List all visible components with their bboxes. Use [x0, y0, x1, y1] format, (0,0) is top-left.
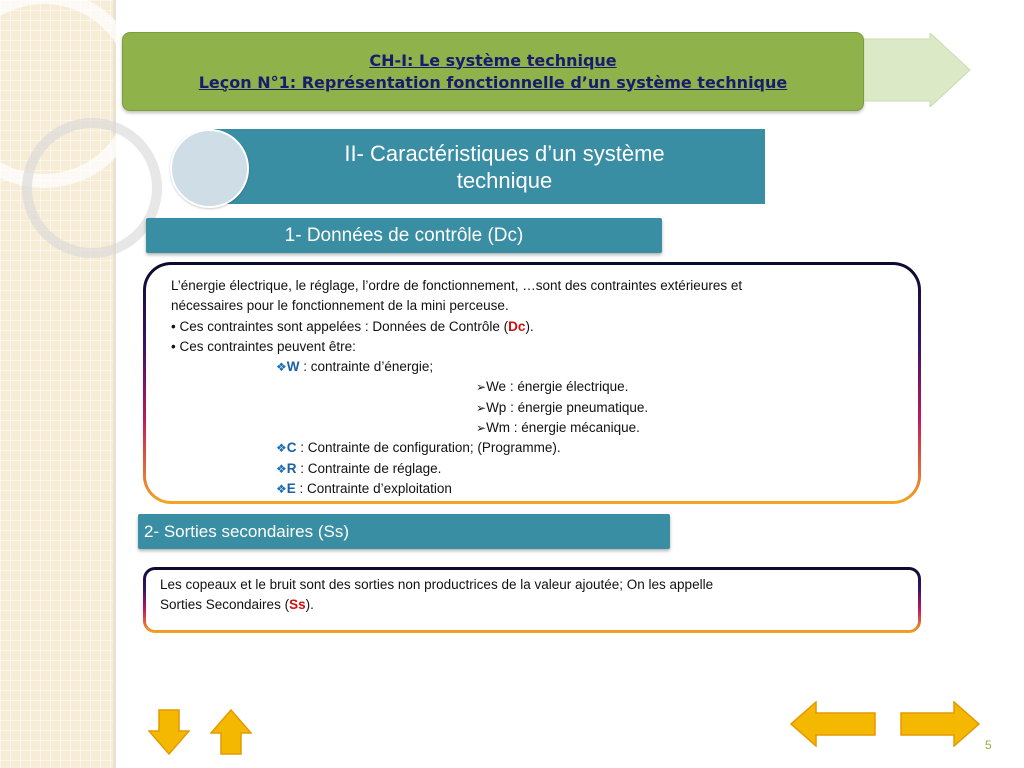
arrow-up-icon[interactable]	[210, 709, 252, 755]
secondary-text: ).	[305, 597, 314, 613]
secondary-text-line: Les copeaux et le bruit sont des sorties non productrices de la valeur ajoutée; On les appelle	[160, 577, 714, 592]
constraint-item	[171, 357, 898, 377]
constraint-key: E	[286, 480, 296, 496]
section-title: II- Caractéristiques d’un système technique	[344, 140, 665, 193]
constraint-item	[171, 479, 898, 499]
diamond-bullet-icon: ❖	[276, 360, 287, 375]
lesson-title: Leçon N°1: Représentation fonctionnelle d’un système technique	[198, 72, 788, 92]
decorative-sidebar	[0, 0, 116, 768]
constraint-text: : Contrainte d’exploitation	[295, 480, 452, 496]
bullet-text: • Ces contraintes sont appelées : Données de Contrôle (	[171, 318, 509, 334]
constraint-key: R	[286, 460, 297, 476]
energy-text: Wm : énergie mécanique.	[486, 420, 640, 436]
constraint-text: : contrainte d’énergie;	[299, 359, 434, 375]
section-banner	[214, 129, 765, 204]
constraint-item	[171, 438, 898, 458]
arrow-bullet-icon: ➢	[476, 400, 487, 415]
bullet-line	[171, 317, 898, 337]
intro-text-line: L’énergie électrique, le réglage, l’ordre de fonctionnement, …sont des contraintes extérieures et	[171, 278, 743, 293]
chevron-right-icon	[864, 33, 972, 107]
energy-text: Wp : énergie pneumatique.	[486, 399, 649, 415]
constraint-key: W	[286, 359, 300, 375]
secondary-text-line	[160, 595, 900, 615]
subsection-1-title: 1- Données de contrôle (Dc)	[284, 224, 524, 246]
energy-item	[171, 418, 898, 438]
diamond-bullet-icon: ❖	[276, 481, 287, 496]
arrow-down-icon[interactable]	[148, 709, 190, 755]
bullet-text: ).	[525, 318, 534, 334]
subsection-2-title: 2- Sorties secondaires (Ss)	[144, 521, 350, 541]
secondary-outputs-box	[143, 567, 921, 633]
constraint-text: : Contrainte de configuration; (Programme).	[296, 440, 561, 456]
control-data-box	[143, 262, 921, 504]
constraint-item	[171, 459, 898, 479]
arrow-bullet-icon: ➢	[476, 380, 487, 395]
energy-text: We : énergie électrique.	[486, 379, 629, 395]
section-circle-icon	[170, 129, 249, 208]
intro-text-line: nécessaires pour le fonctionnement de la mini perceuse.	[171, 298, 509, 314]
page-number: 5	[985, 738, 992, 752]
diamond-bullet-icon: ❖	[276, 461, 287, 476]
energy-item	[171, 398, 898, 418]
bullet-line: • Ces contraintes peuvent être:	[171, 338, 356, 354]
ss-key: Ss	[289, 597, 306, 613]
diamond-bullet-icon: ❖	[276, 441, 287, 456]
subsection-1-header	[146, 218, 662, 253]
arrow-left-icon[interactable]	[790, 701, 876, 747]
decorative-ring	[22, 118, 162, 258]
subsection-2-header	[138, 514, 670, 549]
secondary-text: Sorties Secondaires (	[160, 597, 290, 613]
energy-item	[171, 377, 898, 397]
arrow-bullet-icon: ➢	[476, 421, 487, 436]
constraint-text: : Contrainte de réglage.	[296, 460, 442, 476]
chapter-title: CH-I: Le système technique	[369, 50, 617, 70]
lesson-title-banner	[122, 32, 864, 111]
constraint-key: C	[286, 440, 297, 456]
dc-key: Dc	[508, 318, 526, 334]
arrow-right-icon[interactable]	[900, 701, 980, 747]
